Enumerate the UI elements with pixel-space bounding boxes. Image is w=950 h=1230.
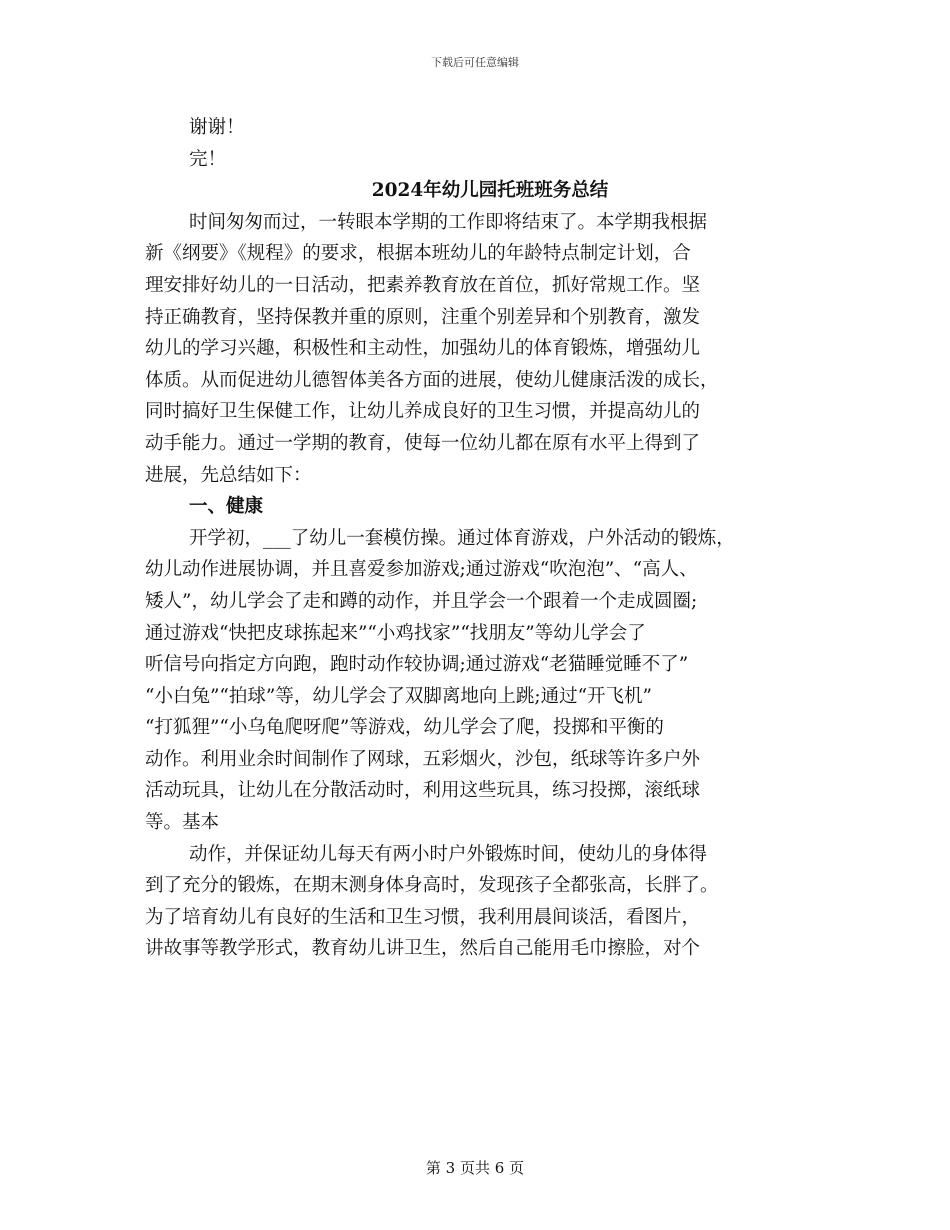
text-line: “小白兔”“拍球”等，幼儿学会了双脚离地向上跳;通过“开飞机” [145,685,652,707]
text-line: 新《纲要》《规程》的要求，根据本班幼儿的年龄特点制定计划，合 [145,243,691,265]
text-line: 到了充分的锻炼，在期末测身体身高时，发现孩子全都张高，长胖了。 [145,875,719,897]
text-line: 听信号向指定方向跑，跑时动作较协调;通过游戏“老猫睡觉睡不了” [145,654,689,676]
text-line: 动作。利用业余时间制作了网球，五彩烟火，沙包，纸球等许多户外 [145,748,701,770]
text-line: “打狐狸”“小乌龟爬呀爬”等游戏，幼儿学会了爬，投掷和平衡的 [145,717,664,739]
text-line: 开学初，___了幼儿一套模仿操。通过体育游戏，户外活动的锻炼， [189,527,735,549]
text-line: 理安排好幼儿的一日活动，把素养教育放在首位，抓好常规工作。坚 [145,274,701,296]
text-line: 通过游戏“快把皮球拣起来”“小鸡找家”“找朋友”等幼儿学会了 [145,622,646,644]
text-line: 同时搞好卫生保健工作，让幼儿养成良好的卫生习惯，并提高幼儿的 [145,401,701,423]
text-line: 幼儿动作进展协调，并且喜爱参加游戏;通过游戏“吹泡泡”、“高人、 [145,559,698,581]
text-line: 为了培育幼儿有良好的生活和卫生习惯，我利用晨间谈活，看图片， [145,906,701,928]
page-footer: 第 3 页共 6 页 [425,1159,525,1177]
section-heading: 一、健康 [189,496,264,518]
document-title: 2024年幼儿园托班班务总结 [371,180,609,202]
text-line: 幼儿的学习兴趣，积极性和主动性，加强幼儿的体育锻炼，增强幼儿 [145,338,701,360]
text-line: 动作，并保证幼儿每天有两小时户外锻炼时间，使幼儿的身体得 [189,843,708,865]
text-line: 时间匆匆而过，一转眼本学期的工作即将结束了。本学期我根据 [189,211,708,233]
text-line: 持正确教育，坚持保教并重的原则，注重个别差异和个别教育，激发 [145,306,701,328]
text-line: 动手能力。通过一学期的教育，使每一位幼儿都在原有水平上得到了 [145,432,701,454]
text-line: 进展，先总结如下： [145,464,312,486]
text-line: 谢谢！ [189,117,245,138]
text-line: 体质。从而促进幼儿德智体美各方面的进展，使幼儿健康活泼的成长， [145,369,719,391]
text-line: 活动玩具，让幼儿在分散活动时，利用这些玩具，练习投掷，滚纸球 [145,780,701,802]
text-line: 讲故事等教学形式，教育幼儿讲卫生，然后自己能用毛巾擦脸，对个 [145,938,701,960]
text-line: 完！ [189,148,227,170]
document-body [145,112,815,965]
text-line: 矮人”，幼儿学会了走和蹲的动作，并且学会一个跟着一个走成圆圈; [145,590,698,612]
text-line: 等。基本 [145,812,220,834]
page-header: 下载后可任意编辑 [431,56,519,69]
